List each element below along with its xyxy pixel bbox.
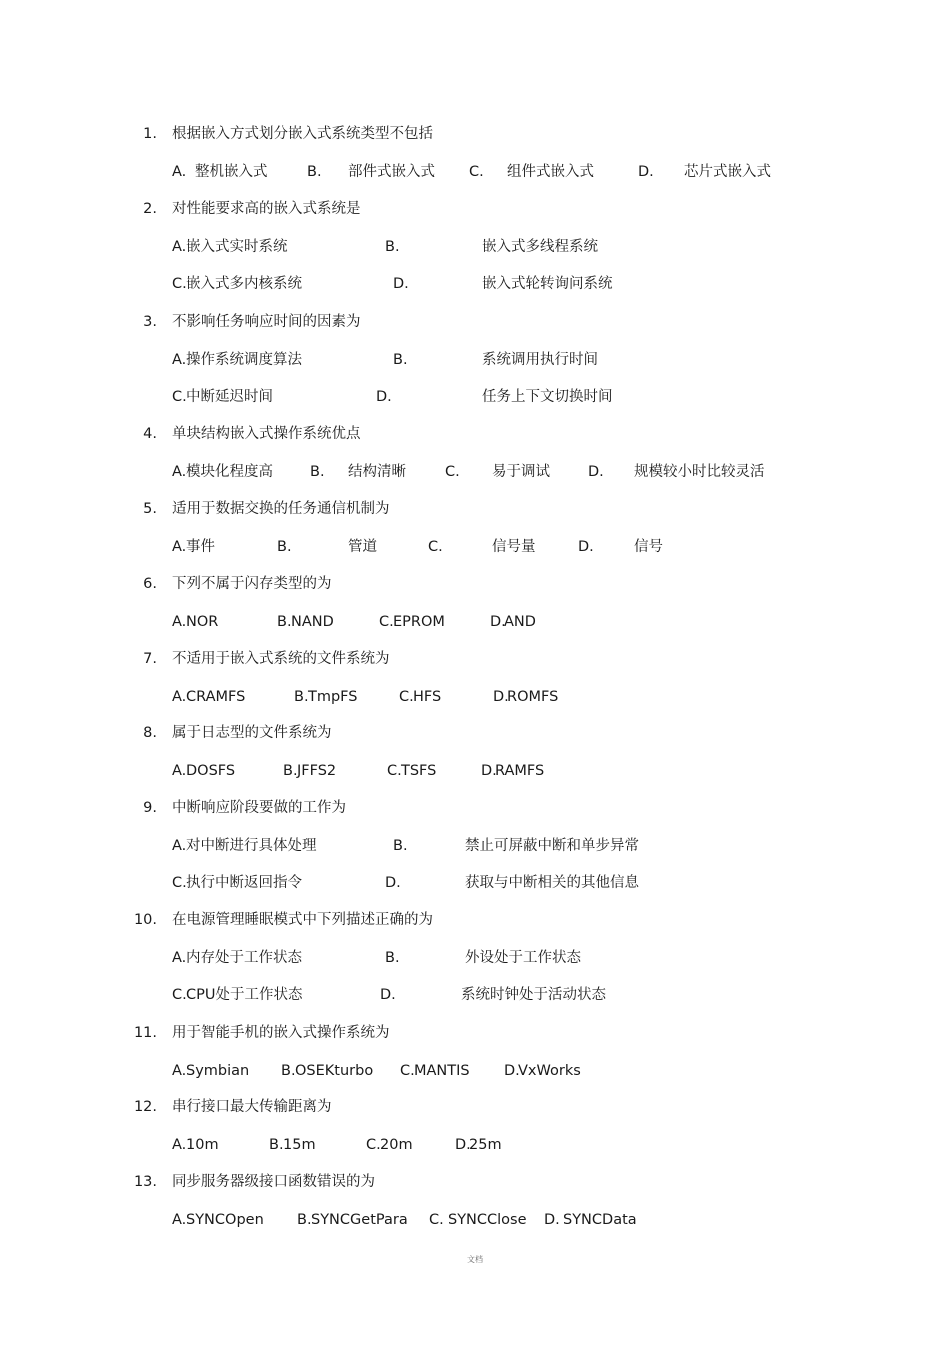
option-letter: C. [366, 1136, 381, 1153]
option-text: HFS [413, 688, 442, 705]
option-letter: D. [588, 463, 604, 480]
page-footer: 文档 [467, 1255, 483, 1264]
option-text: 执行中断返回指令 [186, 875, 302, 891]
options-row [0, 1134, 950, 1156]
option-letter: B. [277, 538, 292, 555]
option-text: 结构清晰 [348, 463, 406, 480]
option-letter: D. [493, 688, 509, 705]
options-row [0, 273, 950, 295]
option-letter: D. [385, 875, 401, 891]
question-stem [0, 423, 950, 445]
option-letter: A. [172, 538, 187, 555]
question-stem [0, 909, 950, 931]
question-number: 6. [143, 576, 157, 592]
options-row [0, 161, 950, 183]
question-stem [0, 123, 950, 145]
question-text: 单块结构嵌入式操作系统优点 [172, 426, 361, 442]
question-stem [0, 498, 950, 520]
option-text: 规模较小时比较灵活 [634, 463, 765, 480]
option-text: 对中断进行具体处理 [186, 837, 317, 854]
option-text: 系统调用执行时间 [482, 351, 598, 368]
question-text: 不适用于嵌入式系统的文件系统为 [172, 651, 390, 667]
option-letter: C. [428, 538, 443, 555]
option-letter: A. [172, 613, 187, 630]
options-row [0, 872, 950, 894]
option-letter: A. [172, 351, 187, 368]
option-text: TmpFS [308, 688, 358, 705]
option-letter: B. [385, 238, 400, 255]
option-letter: C. [400, 1062, 415, 1079]
question-number: 3. [143, 314, 157, 330]
option-text: 事件 [186, 538, 215, 555]
option-text: 20m [380, 1136, 413, 1153]
option-text: AND [504, 613, 536, 630]
options-row [0, 947, 950, 969]
option-letter: B. [281, 1062, 296, 1079]
question-stem [0, 198, 950, 220]
question-number: 11. [133, 1025, 157, 1041]
option-text: 信号量 [492, 538, 536, 555]
option-letter: C. [469, 163, 484, 180]
option-letter: C. [387, 762, 402, 779]
question-number: 9. [143, 800, 157, 816]
options-row [0, 611, 950, 633]
option-text: 芯片式嵌入式 [684, 163, 771, 180]
option-text: 嵌入式实时系统 [186, 238, 288, 255]
option-text: 操作系统调度算法 [186, 351, 302, 368]
option-letter: A. [172, 837, 187, 854]
options-row [0, 686, 950, 708]
option-text: 嵌入式多线程系统 [482, 238, 598, 255]
option-letter: C. [399, 688, 414, 705]
option-letter: B. [297, 1211, 312, 1228]
option-letter: A. [172, 463, 187, 480]
option-text: CPU处于工作状态 [186, 987, 303, 1003]
option-text: 嵌入式多内核系统 [186, 276, 302, 292]
question-stem [0, 1096, 950, 1118]
options-row [0, 386, 950, 408]
option-text: 部件式嵌入式 [348, 163, 435, 180]
option-letter: D. [544, 1211, 560, 1228]
option-letter: C. [172, 875, 187, 891]
option-letter: C. [172, 389, 187, 405]
question-number: 2. [143, 201, 157, 217]
options-row [0, 1209, 950, 1231]
option-text: 模块化程度高 [186, 463, 273, 480]
question-text: 在电源管理睡眠模式中下列描述正确的为 [172, 912, 433, 928]
option-letter: B. [393, 837, 408, 854]
option-letter: C. [445, 463, 460, 480]
option-letter: A. [172, 163, 187, 180]
question-stem [0, 311, 950, 333]
option-letter: C. [172, 987, 187, 1003]
option-letter: D. [504, 1062, 520, 1079]
question-text: 同步服务器级接口函数错误的为 [172, 1174, 375, 1190]
option-text: 系统时钟处于活动状态 [461, 987, 606, 1003]
option-text: 获取与中断相关的其他信息 [465, 875, 639, 891]
option-text: ROMFS [507, 688, 559, 705]
option-letter: C. [172, 276, 187, 292]
option-text: TSFS [401, 762, 437, 779]
option-letter: D. [376, 389, 392, 405]
option-text: SYNCOpen [186, 1211, 264, 1228]
option-text: 内存处于工作状态 [186, 949, 302, 966]
option-letter: B. [393, 351, 408, 368]
option-letter: B. [385, 949, 400, 966]
option-text: 整机嵌入式 [195, 163, 268, 180]
option-letter: B. [294, 688, 309, 705]
option-text: 任务上下文切换时间 [482, 389, 613, 405]
options-row [0, 1060, 950, 1082]
option-text: 信号 [634, 538, 663, 555]
option-text: DOSFS [186, 762, 236, 779]
option-letter: D. [490, 613, 506, 630]
question-number: 10. [133, 912, 157, 928]
options-row [0, 349, 950, 371]
option-letter: A. [172, 1136, 187, 1153]
question-number: 7. [143, 651, 157, 667]
option-text: 管道 [348, 538, 377, 555]
question-text: 下列不属于闪存类型的为 [172, 576, 332, 592]
option-text: RAMFS [495, 762, 545, 779]
option-letter: A. [172, 1062, 187, 1079]
option-text: VxWorks [518, 1062, 581, 1079]
option-letter: B. [269, 1136, 284, 1153]
option-text: NOR [186, 613, 219, 630]
option-text: JFFS2 [297, 762, 337, 779]
question-number: 12. [133, 1099, 157, 1115]
options-row [0, 461, 950, 483]
options-row [0, 236, 950, 258]
question-text: 根据嵌入方式划分嵌入式系统类型不包括 [172, 126, 433, 142]
options-row [0, 536, 950, 558]
question-text: 串行接口最大传输距离为 [172, 1099, 332, 1115]
option-text: 组件式嵌入式 [507, 163, 594, 180]
question-number: 5. [143, 501, 157, 517]
option-text: 25m [469, 1136, 502, 1153]
question-number: 4. [143, 426, 157, 442]
option-letter: C. [429, 1211, 444, 1228]
options-row [0, 760, 950, 782]
question-stem [0, 797, 950, 819]
question-number: 8. [143, 725, 157, 741]
option-letter: D. [380, 987, 396, 1003]
option-letter: C. [379, 613, 394, 630]
question-stem [0, 722, 950, 744]
question-text: 不影响任务响应时间的因素为 [172, 314, 361, 330]
option-letter: D. [455, 1136, 471, 1153]
question-number: 13. [133, 1174, 157, 1190]
option-text: SYNCGetPara [311, 1211, 408, 1228]
option-text: NAND [291, 613, 334, 630]
option-letter: B. [277, 613, 292, 630]
option-letter: B. [283, 762, 298, 779]
option-text: SYNCClose [448, 1211, 527, 1228]
option-text: 中断延迟时间 [186, 389, 273, 405]
question-text: 属于日志型的文件系统为 [172, 725, 332, 741]
question-number: 1. [143, 126, 157, 142]
option-text: SYNCData [563, 1211, 637, 1228]
option-letter: D. [578, 538, 594, 555]
options-row [0, 984, 950, 1006]
question-text: 适用于数据交换的任务通信机制为 [172, 501, 390, 517]
option-letter: A. [172, 949, 187, 966]
option-text: 外设处于工作状态 [465, 949, 581, 966]
option-text: MANTIS [414, 1062, 470, 1079]
option-letter: A. [172, 688, 187, 705]
option-text: 10m [186, 1136, 219, 1153]
question-stem [0, 1171, 950, 1193]
option-text: 15m [283, 1136, 316, 1153]
question-stem [0, 573, 950, 595]
option-text: EPROM [393, 613, 445, 630]
option-text: 嵌入式轮转询问系统 [482, 276, 613, 292]
option-text: OSEKturbo [295, 1062, 374, 1079]
option-letter: A. [172, 238, 187, 255]
option-letter: D. [393, 276, 409, 292]
question-text: 对性能要求高的嵌入式系统是 [172, 201, 361, 217]
option-letter: D. [481, 762, 497, 779]
question-stem [0, 648, 950, 670]
option-letter: B. [310, 463, 325, 480]
option-letter: D. [638, 163, 654, 180]
option-text: CRAMFS [186, 688, 246, 705]
option-letter: B. [307, 163, 322, 180]
option-text: 禁止可屏蔽中断和单步异常 [465, 837, 639, 854]
option-letter: A. [172, 762, 187, 779]
question-text: 用于智能手机的嵌入式操作系统为 [172, 1025, 390, 1041]
option-text: 易于调试 [492, 463, 550, 480]
option-text: Symbian [186, 1062, 250, 1079]
options-row [0, 835, 950, 857]
question-text: 中断响应阶段要做的工作为 [172, 800, 346, 816]
option-letter: A. [172, 1211, 187, 1228]
question-stem [0, 1022, 950, 1044]
